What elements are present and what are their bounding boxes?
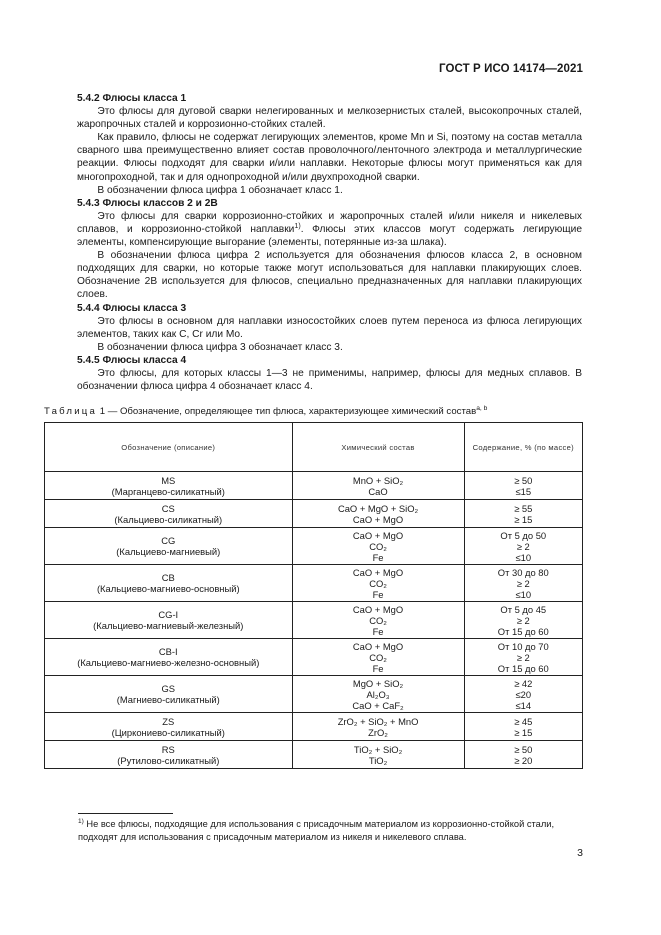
table-caption bbox=[44, 406, 584, 418]
section-heading-5-4-2: 5.4.2 Флюсы класса 1 bbox=[77, 93, 187, 104]
content-line: ≥ 2 bbox=[516, 540, 530, 552]
content-line: От 5 до 50 bbox=[500, 529, 547, 541]
designation-cell bbox=[45, 602, 293, 639]
composition-cell bbox=[292, 639, 464, 676]
content-line: ≥ 50 bbox=[514, 474, 533, 486]
content-line: ≥ 2 bbox=[516, 577, 530, 589]
composition-line: Fe bbox=[372, 625, 384, 637]
content-line: ≥ 2 bbox=[516, 614, 530, 626]
flux-code: CB bbox=[161, 572, 175, 583]
paragraph: В обозначении флюса цифра 2 используется для обозначения флюсов класса 2, в основном подходящих для сварки, но которые также могут использоваться для наплавки плакирующих слоев. Обозначение 2В используется для флюсов, специально предназначенных для наплавки плакирующих слоев. bbox=[77, 250, 582, 301]
composition-line: TiO₂ bbox=[368, 754, 388, 766]
composition-line: CaO bbox=[368, 485, 388, 497]
composition-line: CaO + MgO bbox=[352, 529, 404, 541]
footnote-text: Не все флюсы, подходящие для использования с присадочным материалом из коррозионно-стойкой стали, подходят для использования с присадочным материалом из никеля и никелевого сплава. bbox=[78, 819, 555, 842]
composition-line: ZrO₂ + SiO₂ + MnO bbox=[337, 715, 419, 727]
composition-cell bbox=[292, 676, 464, 713]
flux-code: MS bbox=[161, 474, 176, 486]
designation-cell bbox=[45, 741, 293, 769]
content-line: ≤10 bbox=[515, 551, 532, 563]
composition-line: MgO + SiO₂ bbox=[352, 677, 404, 689]
composition-cell bbox=[292, 713, 464, 741]
composition-cell bbox=[292, 528, 464, 565]
designation-cell bbox=[45, 713, 293, 741]
composition-line: CO₂ bbox=[369, 577, 387, 589]
section-heading-5-4-5: 5.4.5 Флюсы класса 4 bbox=[77, 354, 187, 366]
column-header-content: Содержание, % (по массе) bbox=[464, 423, 582, 472]
composition-line: ZrO₂ bbox=[368, 726, 388, 738]
content-line: ≤10 bbox=[515, 588, 532, 600]
paragraph: В обозначении флюса цифра 1 обозначает класс 1. bbox=[97, 184, 343, 196]
content-cell bbox=[464, 565, 582, 602]
table-row bbox=[45, 528, 583, 565]
paragraph: Как правило, флюсы не содержат легирующих элементов, кроме Mn и Si, поэтому на состав металла сварного шва преимущественно влияет состав проволочного/ленточного электрода и металлургические реакции. Флюсы подходят для сварки и/или наплавки. Некоторые флюсы могут применяться как для многопроходной, так и для однопроходной и/или двухпроходной сварки. bbox=[77, 132, 582, 183]
table-row bbox=[45, 639, 583, 676]
flux-code: CG-I bbox=[158, 609, 179, 620]
designation-cell bbox=[45, 639, 293, 676]
flux-description: (Кальциево-силикатный) bbox=[114, 513, 223, 525]
content-line: ≤14 bbox=[515, 699, 532, 711]
composition-cell bbox=[292, 565, 464, 602]
table-caption-notes: a, b bbox=[476, 405, 488, 412]
content-line: От 30 до 80 bbox=[497, 566, 549, 578]
paragraph: В обозначении флюса цифра 3 обозначает класс 3. bbox=[97, 341, 343, 353]
table-caption-text: 1 — Обозначение, определяющее тип флюса, характеризующее химический состав bbox=[99, 406, 477, 417]
composition-cell bbox=[292, 500, 464, 528]
composition-cell bbox=[292, 741, 464, 769]
section-heading-5-4-3: 5.4.3 Флюсы классов 2 и 2В bbox=[77, 197, 218, 209]
content-line: ≥ 15 bbox=[514, 726, 533, 738]
composition-line: CaO + MgO bbox=[352, 566, 404, 578]
table-row bbox=[45, 500, 583, 528]
composition-line: Al₂O₃ bbox=[366, 688, 390, 700]
page-number: 3 bbox=[577, 847, 583, 859]
composition-cell bbox=[292, 602, 464, 639]
designation-cell bbox=[45, 500, 293, 528]
designation-cell bbox=[45, 565, 293, 602]
table-row bbox=[45, 676, 583, 713]
composition-line: CaO + MgO bbox=[352, 513, 404, 525]
table-row bbox=[45, 472, 583, 500]
flux-description: (Кальциево-магниевый-железный) bbox=[93, 620, 244, 631]
flux-type-table bbox=[44, 422, 583, 769]
content-cell bbox=[464, 639, 582, 676]
composition-line: CO₂ bbox=[369, 651, 387, 663]
composition-line: CO₂ bbox=[369, 540, 387, 552]
content-line: От 15 до 60 bbox=[497, 625, 549, 637]
table-row bbox=[45, 713, 583, 741]
content-cell bbox=[464, 500, 582, 528]
column-header-designation: Обозначение (описание) bbox=[45, 423, 293, 472]
content-line: ≤20 bbox=[515, 688, 532, 700]
paragraph: Это флюсы, для которых классы 1—3 не применимы, например, флюсы для медных сплавов. В обозначении флюса цифра 4 обозначает класс 4. bbox=[77, 367, 582, 393]
designation-cell bbox=[45, 528, 293, 565]
composition-line: MnO + SiO₂ bbox=[352, 474, 404, 486]
content-line: ≥ 2 bbox=[516, 651, 530, 663]
flux-description: (Магниево-силикатный) bbox=[116, 694, 220, 705]
table-header-row bbox=[45, 423, 583, 472]
content-cell bbox=[464, 528, 582, 565]
flux-description: (Кальциево-магниевый) bbox=[116, 546, 221, 557]
table-row bbox=[45, 602, 583, 639]
flux-code: CS bbox=[161, 502, 175, 514]
flux-description: (Кальциево-магниево-основный) bbox=[96, 583, 240, 594]
composition-cell bbox=[292, 472, 464, 500]
composition-line: Fe bbox=[372, 551, 384, 563]
table-row bbox=[45, 565, 583, 602]
footnote-separator bbox=[78, 813, 173, 814]
content-line: ≥ 50 bbox=[514, 743, 533, 755]
table-row bbox=[45, 741, 583, 769]
content-line: ≥ 42 bbox=[514, 677, 533, 689]
content-line: ≥ 45 bbox=[514, 715, 533, 727]
flux-code: ZS bbox=[162, 715, 175, 727]
paragraph: Это флюсы для дуговой сварки нелегированных и мелкозернистых сталей, высокопрочных сталей, жаропрочных сталей и коррозионно-стойких сталей. bbox=[77, 106, 582, 131]
flux-code: GS bbox=[161, 683, 176, 694]
flux-description: (Рутилово-силикатный) bbox=[117, 754, 220, 766]
designation-cell bbox=[45, 676, 293, 713]
content-cell bbox=[464, 676, 582, 713]
content-line: ≥ 55 bbox=[514, 502, 533, 514]
flux-code: CB-I bbox=[158, 646, 178, 657]
composition-line: Fe bbox=[372, 662, 384, 674]
flux-description: (Марганцево-силикатный) bbox=[111, 485, 225, 497]
content-line: ≥ 15 bbox=[514, 513, 533, 525]
content-line: ≤15 bbox=[515, 485, 532, 497]
table-body bbox=[45, 472, 583, 769]
content-cell bbox=[464, 472, 582, 500]
content-line: От 10 до 70 bbox=[497, 640, 549, 652]
designation-cell bbox=[45, 472, 293, 500]
footnote bbox=[44, 818, 584, 844]
content-cell bbox=[464, 713, 582, 741]
paragraph: Это флюсы в основном для наплавки износостойких слоев путем переноса из флюса легирующих элементов, таких как С, Cr или Mo. bbox=[77, 315, 582, 340]
table-caption-label: Таблица bbox=[44, 406, 98, 417]
composition-line: CaO + MgO + SiO₂ bbox=[337, 502, 419, 514]
content-line: От 5 до 45 bbox=[500, 603, 547, 615]
composition-line: TiO₂ + SiO₂ bbox=[353, 743, 403, 755]
flux-code: CG bbox=[161, 535, 176, 546]
document-standard-id: ГОСТ Р ИСО 14174—2021 bbox=[438, 63, 583, 75]
content-line: От 15 до 60 bbox=[497, 662, 549, 674]
flux-description: (Циркониево-силикатный) bbox=[111, 726, 225, 738]
composition-line: CaO + MgO bbox=[352, 603, 404, 615]
section-heading-5-4-4: 5.4.4 Флюсы класса 3 bbox=[77, 302, 187, 314]
composition-line: CO₂ bbox=[369, 614, 387, 626]
composition-line: CaO + CaF₂ bbox=[352, 699, 404, 711]
footnote-ref: 1) bbox=[294, 221, 301, 230]
column-header-composition: Химический состав bbox=[292, 423, 464, 472]
paragraph: Это флюсы для сварки коррозионно-стойких и жаропрочных сталей и/или никеля и никелевых сплавов, и коррозионно-стойкой наплавки$^{1)}$. Флюсы этих классов могут содержать легирующие элементы, компенсирующие выгорание (элементы, потерянные из-за шлака). bbox=[77, 210, 582, 249]
flux-code: RS bbox=[161, 743, 175, 755]
composition-line: CaO + MgO bbox=[352, 640, 404, 652]
composition-line: Fe bbox=[372, 588, 384, 600]
body-text bbox=[77, 92, 582, 393]
content-cell bbox=[464, 602, 582, 639]
content-cell bbox=[464, 741, 582, 769]
content-line: ≥ 20 bbox=[514, 754, 533, 766]
flux-description: (Кальциево-магниево-железно-основный) bbox=[77, 657, 260, 668]
footnote-marker: 1) bbox=[78, 818, 84, 825]
